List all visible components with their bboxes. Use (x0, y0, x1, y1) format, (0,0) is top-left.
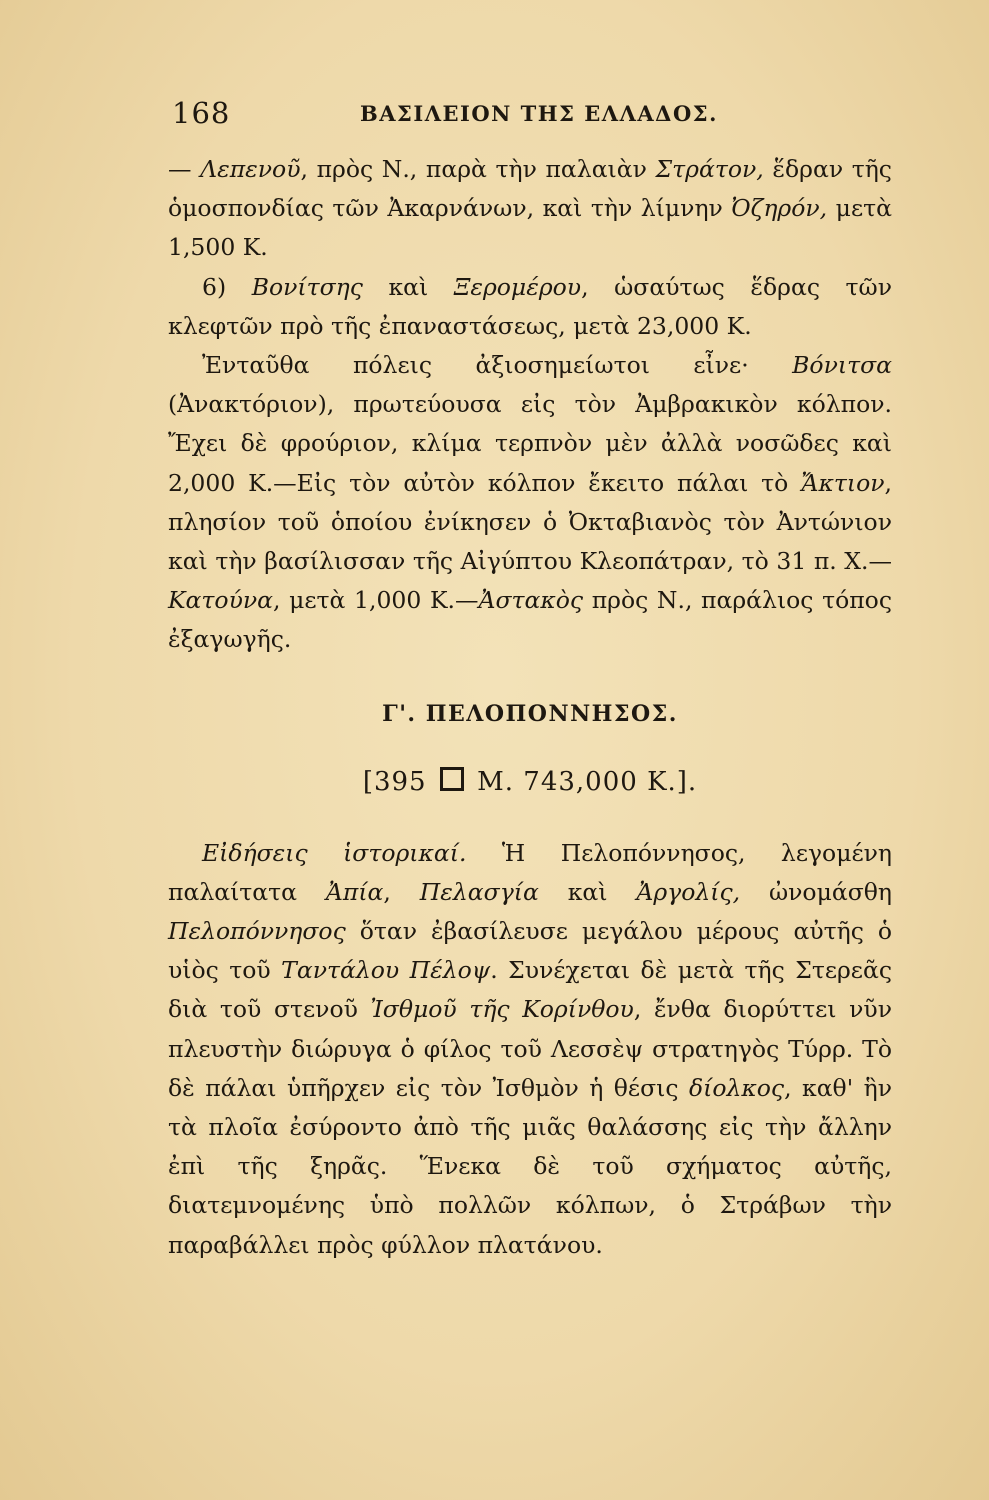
place-name: Ἀπία (325, 877, 384, 906)
text-span: . Συνέχεται δὲ μετὰ τῆς Στερεᾶς διὰ τοῦ στενοῦ (168, 956, 893, 1024)
place-name: Ἰσθμοῦ τῆς Κορίνθου (370, 995, 634, 1024)
text-span: Ἐνταῦθα πόλεις ἀξιοσημείωτοι εἶνε· (202, 351, 793, 380)
text-span: , μετὰ 1,000 Κ.— (273, 586, 479, 615)
text-span: ὅταν ἐβασίλευσε μεγάλου μέρους αὐτῆς ὁ υἱὸς τοῦ (168, 917, 892, 985)
place-name: Βόνιτσα (792, 351, 892, 380)
place-name: Στράτον, (655, 155, 764, 183)
population-value: Μ. 743,000 Κ.]. (477, 766, 698, 797)
running-title: ΒΑΣΙΛΕΙΟΝ ΤΗΣ ΕΛΛΑΔΟΣ. (360, 101, 718, 126)
text-span: , ὡσαύτως ἕδρας τῶν κλεφτῶν πρὸ τῆς ἐπαναστάσεως, μετὰ 23,000 Κ. (168, 272, 893, 340)
place-name: Λεπενοῦ (200, 155, 301, 183)
page-header (172, 96, 896, 136)
place-name: Πελοπόννησος (168, 917, 346, 946)
text-span: , πρὸς Ν., παρὰ τὴν παλαιὰν (300, 155, 656, 183)
page-number: 168 (172, 96, 231, 130)
text-span: , πλησίον τοῦ ὁποίου ἐνίκησεν ὁ Ὀκταβιανὸς τὸν Ἀντώνιον καὶ τὴν βασίλισσαν τῆς Αἰγύπτου Κλεοπάτραν, τὸ 31 π. Χ.— (168, 468, 892, 576)
text-span: , (383, 877, 420, 906)
text-span: ἕδραν τῆς ὁμοσπονδίας τῶν Ἀκαρνάνων, καὶ τὴν λίμνην (168, 155, 892, 223)
place-name: Ἀργολίς, (636, 877, 741, 906)
paragraph-cities (168, 346, 892, 660)
place-name: Πελασγία (419, 877, 539, 906)
person-name: Ταντάλου Πέλοψ (281, 956, 491, 985)
text-span: ὠνομάσθη (740, 877, 892, 906)
text-span: , καθ' ἣν τὰ πλοῖα ἐσύροντο ἀπὸ τῆς μιᾶς θαλάσσης εἰς τὴν ἄλλην ἐπὶ τῆς ξηρᾶς. Ἕνεκα δὲ τοῦ σχήματος αὐτῆς, διατεμνομένης ὑπὸ πολλῶν κόλπων, ὁ Στράβων τὴν παραβάλλει πρὸς φύλλον πλατάνου. (168, 1073, 892, 1259)
paragraph-history (168, 834, 892, 1265)
text-span: , ἔνθα διορύττει νῦν πλευστὴν διώρυγα ὁ φίλος τοῦ Λεσσὲψ στρατηγὸς Τύρρ. Τὸ δὲ πάλαι ὑπῆρχεν εἰς τὸν Ἰσθμὸν ἡ θέσις (168, 995, 893, 1102)
place-name: Κατούνα (168, 586, 274, 615)
subheading: Εἰδήσεις ἱστορικαί. (202, 838, 467, 867)
page-body (168, 150, 892, 1265)
place-name: Ξερομέρου (453, 272, 582, 301)
text-span: 6) (202, 272, 252, 301)
text-span: καὶ (362, 272, 454, 301)
place-name: Ἀστακὸς (478, 586, 584, 615)
place-name: Ἄκτιον (801, 468, 885, 497)
text-span: μετὰ 1,500 Κ. (168, 194, 892, 262)
section-heading: Γ'. ΠΕΛΟΠΟΝΝΗΣΟΣ. (382, 700, 678, 727)
place-name: Βονίτσης (251, 272, 363, 301)
paragraph-lepenou (168, 150, 892, 268)
text-span: Ἡ Πελοπόννησος, λεγομένη παλαίτατα (168, 838, 893, 906)
paragraph-vonitsa-province (168, 268, 892, 346)
square-icon (440, 767, 464, 791)
text-span: — (168, 155, 201, 183)
section-stats (168, 762, 892, 802)
text-span: (Ἀνακτόριον), πρωτεύουσα εἰς τὸν Ἀμβρακικὸν κόλπον. Ἔχει δὲ φρούριον, κλίμα τερπνὸν μὲν ἀλλὰ νοσῶδες καὶ 2,000 Κ.—Εἰς τὸν αὐτὸν κόλπον ἔκειτο πάλαι τὸ (168, 390, 892, 497)
term: δίολκος (688, 1073, 785, 1102)
text-span: καὶ (538, 877, 637, 906)
area-value: [395 (362, 766, 427, 797)
text-span: πρὸς Ν., παράλιος τόπος ἐξαγωγῆς. (168, 586, 892, 654)
place-name: Ὀζηρόν, (731, 194, 828, 223)
